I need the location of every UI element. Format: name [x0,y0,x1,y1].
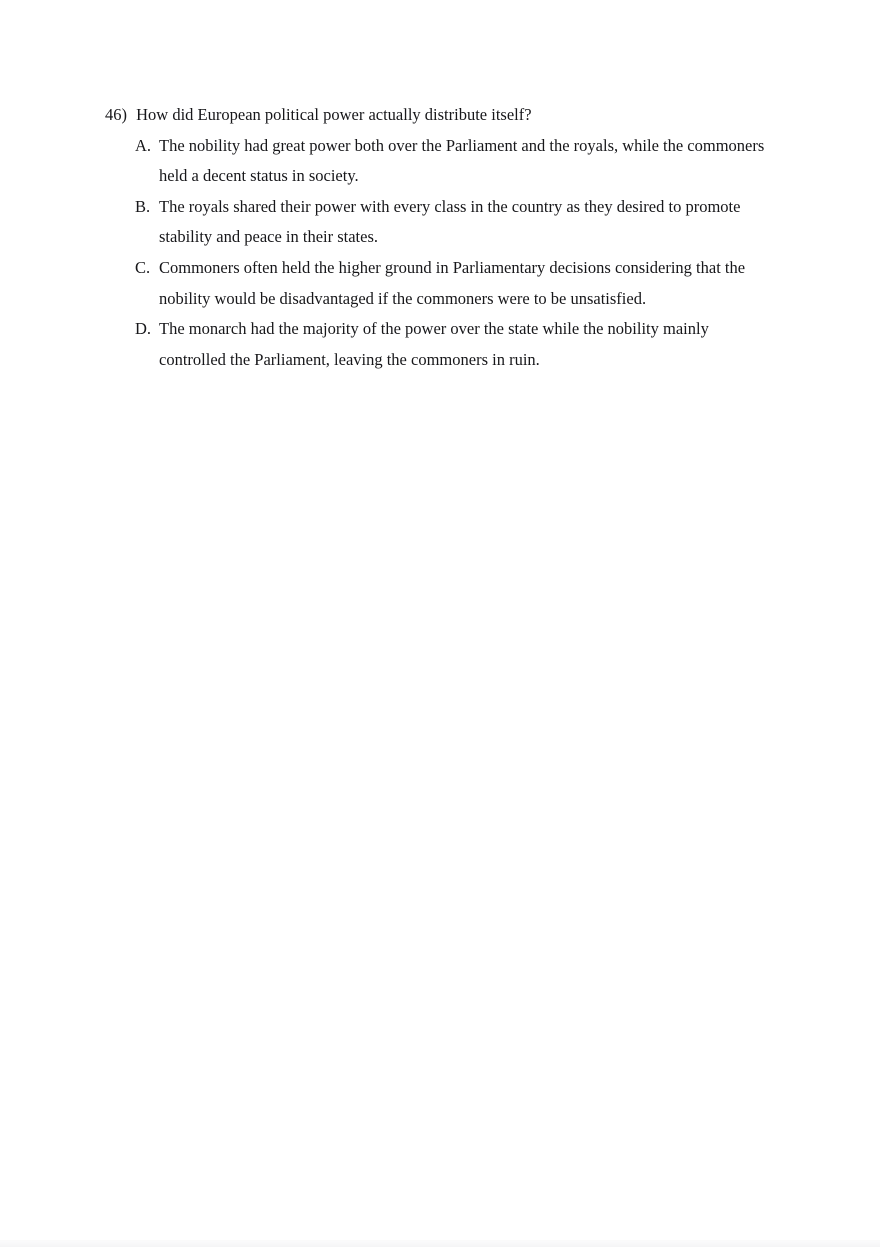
answer-options-list [135,131,777,376]
answer-option-b [135,192,777,253]
option-letter: B. [135,196,151,216]
option-letter: C. [135,257,151,277]
page-bottom-edge [0,1240,880,1247]
question-number: 46) [105,105,127,124]
question-heading [105,100,777,131]
answer-option-c [135,253,777,314]
answer-option-a [135,131,777,192]
answer-option-d [135,314,777,375]
option-text: The royals shared their power with every class in the country as they desired to promote stability and peace in their states. [159,196,741,247]
option-letter: A. [135,135,152,155]
question-text: How did European political power actually distribute itself? [136,105,532,124]
option-text: Commoners often held the higher ground in Parliamentary decisions considering that the nobility would be disadvantaged if the commoners were to be unsatisfied. [159,257,746,308]
option-letter: D. [135,319,152,339]
question-block [105,100,777,375]
option-text: The monarch had the majority of the power over the state while the nobility mainly controlled the Parliament, leaving the commoners in ruin. [159,319,709,369]
option-text: The nobility had great power both over the Parliament and the royals, while the commoners held a decent status in society. [159,135,765,186]
